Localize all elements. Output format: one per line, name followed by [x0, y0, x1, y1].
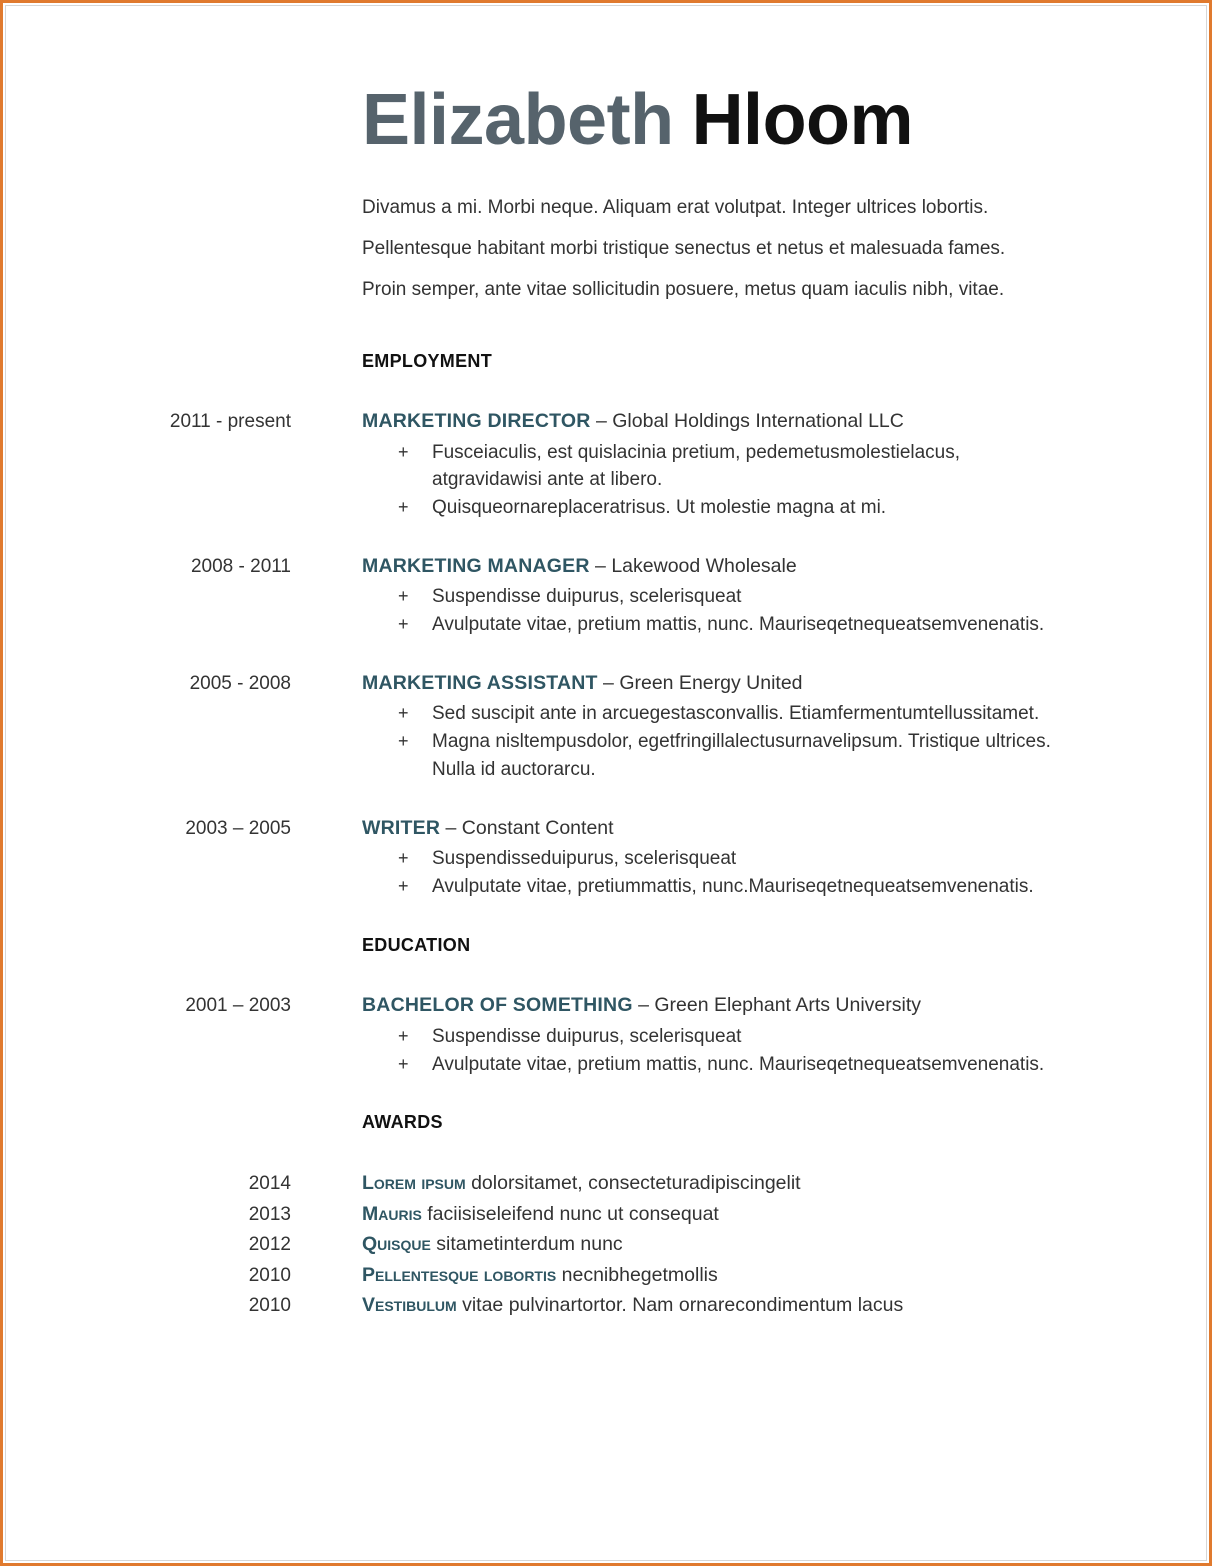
award-lead: Mauris	[362, 1203, 422, 1225]
bullet-text: Suspendisse duipurus, scelerisqueat	[432, 586, 742, 607]
award-item	[362, 1294, 903, 1317]
section-heading-employment: EMPLOYMENT	[362, 351, 493, 371]
job-date: 2005 - 2008	[189, 673, 291, 694]
bullet-text: Avulputate vitae, pretium mattis, nunc. Mauriseqetnequeatsemvenenatis.	[432, 1054, 1045, 1075]
page-title	[362, 80, 914, 160]
education-date: 2001 – 2003	[185, 995, 291, 1016]
award-year: 2010	[248, 1295, 291, 1316]
award-year: 2012	[248, 1234, 291, 1255]
intro-line: Divamus a mi. Morbi neque. Aliquam erat volutpat. Integer ultrices lobortis.	[362, 197, 989, 218]
degree-title: BACHELOR OF SOMETHING	[362, 994, 633, 1016]
job-company: – Green Energy United	[597, 672, 803, 694]
plus-bullet-icon: +	[398, 848, 409, 868]
plus-bullet-icon: +	[398, 586, 409, 606]
award-item	[362, 1264, 718, 1287]
award-text: necnibhegetmollis	[556, 1264, 718, 1286]
job-date: 2011 - present	[169, 411, 291, 432]
award-text: faciisiseleifend nunc ut consequat	[421, 1203, 719, 1225]
school-name: – Green Elephant Arts University	[632, 994, 922, 1016]
job-title: MARKETING MANAGER	[362, 555, 590, 577]
bullet-text: Avulputate vitae, pretium mattis, nunc. Mauriseqetnequeatsemvenenatis.	[432, 614, 1045, 635]
intro-line: Proin semper, ante vitae sollicitudin posuere, metus quam iaculis nibh, vitae.	[362, 279, 1005, 300]
plus-bullet-icon: +	[398, 703, 409, 723]
plus-bullet-icon: +	[398, 497, 409, 517]
job-title: WRITER	[362, 817, 441, 839]
job-heading	[362, 672, 803, 695]
award-text: dolorsitamet, consecteturadipiscingelit	[465, 1172, 801, 1194]
section-heading-education: EDUCATION	[362, 935, 471, 955]
plus-bullet-icon: +	[398, 614, 409, 634]
bullet-text: Suspendisse duipurus, scelerisqueat	[432, 1026, 742, 1047]
job-company: – Constant Content	[440, 817, 614, 839]
job-date: 2008 - 2011	[190, 556, 291, 577]
bullet-text: Sed suscipit ante in arcuegestasconvallis. Etiamfermentumtellussitamet.	[432, 703, 1040, 724]
intro-line: Pellentesque habitant morbi tristique senectus et netus et malesuada fames.	[362, 238, 1006, 259]
plus-bullet-icon: +	[398, 1026, 409, 1046]
plus-bullet-icon: +	[398, 876, 409, 896]
job-company: – Global Holdings International LLC	[590, 410, 904, 432]
job-date: 2003 – 2005	[185, 818, 291, 839]
education-heading	[362, 994, 921, 1017]
award-text: vitae pulvinartortor. Nam ornarecondimentum lacus	[456, 1294, 904, 1316]
award-year: 2010	[248, 1265, 291, 1286]
award-item	[362, 1233, 623, 1256]
bullet-text: Fusceiaculis, est quislacinia pretium, pedemetusmolestielacus,	[432, 442, 961, 463]
bullet-text: Magna nisltempusdolor, egetfringillalectusurnavelipsum. Tristique ultrices.	[432, 731, 1051, 752]
plus-bullet-icon: +	[398, 731, 409, 751]
award-item	[362, 1203, 719, 1226]
award-year: 2014	[248, 1173, 291, 1194]
award-item	[362, 1172, 801, 1195]
bullet-text: Avulputate vitae, pretiummattis, nunc.Mauriseqetnequeatsemvenenatis.	[432, 876, 1034, 897]
bullet-text: Nulla id auctorarcu.	[432, 759, 596, 780]
job-title: MARKETING DIRECTOR	[362, 410, 591, 432]
bullet-text: Quisqueornareplaceratrisus. Ut molestie magna at mi.	[432, 497, 887, 518]
job-heading	[362, 817, 614, 840]
section-heading-awards: AWARDS	[362, 1112, 443, 1132]
award-lead: Quisque	[362, 1233, 431, 1255]
plus-bullet-icon: +	[398, 1054, 409, 1074]
job-heading	[362, 410, 904, 433]
first-name: Elizabeth	[362, 80, 674, 160]
award-text: sitametinterdum nunc	[430, 1233, 623, 1255]
award-year: 2013	[248, 1204, 291, 1225]
award-lead: Lorem ipsum	[362, 1172, 466, 1194]
award-lead: Vestibulum	[362, 1294, 457, 1316]
last-name: Hloom	[691, 80, 914, 160]
job-company: – Lakewood Wholesale	[589, 555, 797, 577]
award-lead: Pellentesque lobortis	[362, 1264, 557, 1286]
bullet-text: atgravidawisi ante at libero.	[432, 469, 663, 490]
job-heading	[362, 555, 797, 578]
job-title: MARKETING ASSISTANT	[362, 672, 598, 694]
bullet-text: Suspendisseduipurus, scelerisqueat	[432, 848, 737, 869]
plus-bullet-icon: +	[398, 442, 409, 462]
